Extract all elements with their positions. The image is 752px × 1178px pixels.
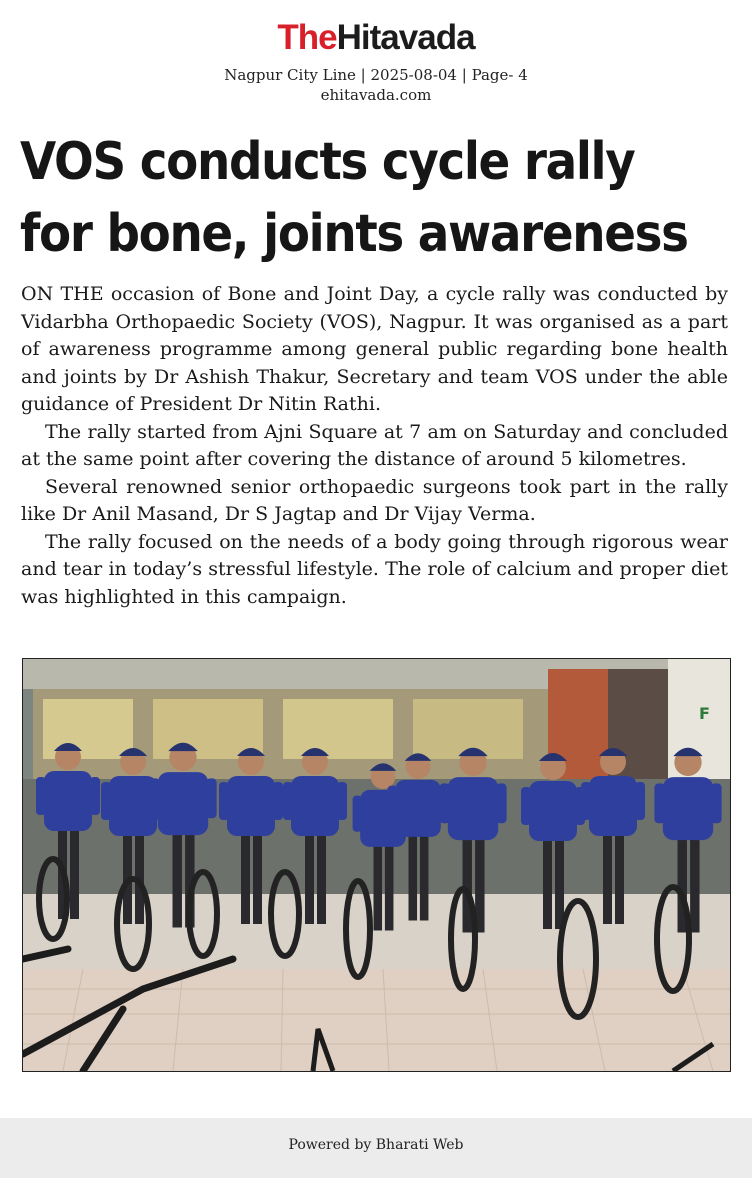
rally-photo-illustration — [23, 659, 730, 1071]
article-paragraph-4: The rally focused on the needs of a body going through rigorous wear and tear in today’s stressful lifestyle. The role of calcium and proper diet was highlighted in this campaign. — [21, 530, 728, 608]
article-body — [21, 281, 728, 611]
edition-line: Nagpur City Line | 2025-08-04 | Page- 4 — [224, 66, 528, 84]
logo-the: The — [277, 18, 337, 57]
logo-name: Hitavada — [336, 18, 475, 57]
rally-photo — [22, 658, 731, 1072]
article-paragraph-1: ON THE occasion of Bone and Joint Day, a cycle rally was conducted by Vidarbha Orthopaedic Society (VOS), Nagpur. It was organised as a part of awareness programme among general public regarding bone health and joints by Dr Ashish Thakur, Secretary and team VOS under the able guidance of President Dr Nitin Rathi. — [21, 283, 728, 415]
article-headline — [20, 126, 688, 270]
powered-by-text: Powered by Bharati Web — [288, 1137, 464, 1153]
newspaper-logo — [0, 18, 752, 58]
svg-text:F: F — [699, 704, 710, 723]
website-link[interactable]: ehitavada.com — [320, 86, 432, 104]
article-paragraph-3: Several renowned senior orthopaedic surgeons took part in the rally like Dr Anil Masand, Dr S Jagtap and Dr Vijay Verma. — [21, 475, 728, 525]
article-paragraph-2: The rally started from Ajni Square at 7 am on Saturday and concluded at the same point after covering the distance of around 5 kilometres. — [21, 420, 728, 470]
headline-line-1: VOS conducts cycle rally — [20, 132, 635, 192]
headline-line-2: for bone, joints awareness — [20, 204, 688, 264]
